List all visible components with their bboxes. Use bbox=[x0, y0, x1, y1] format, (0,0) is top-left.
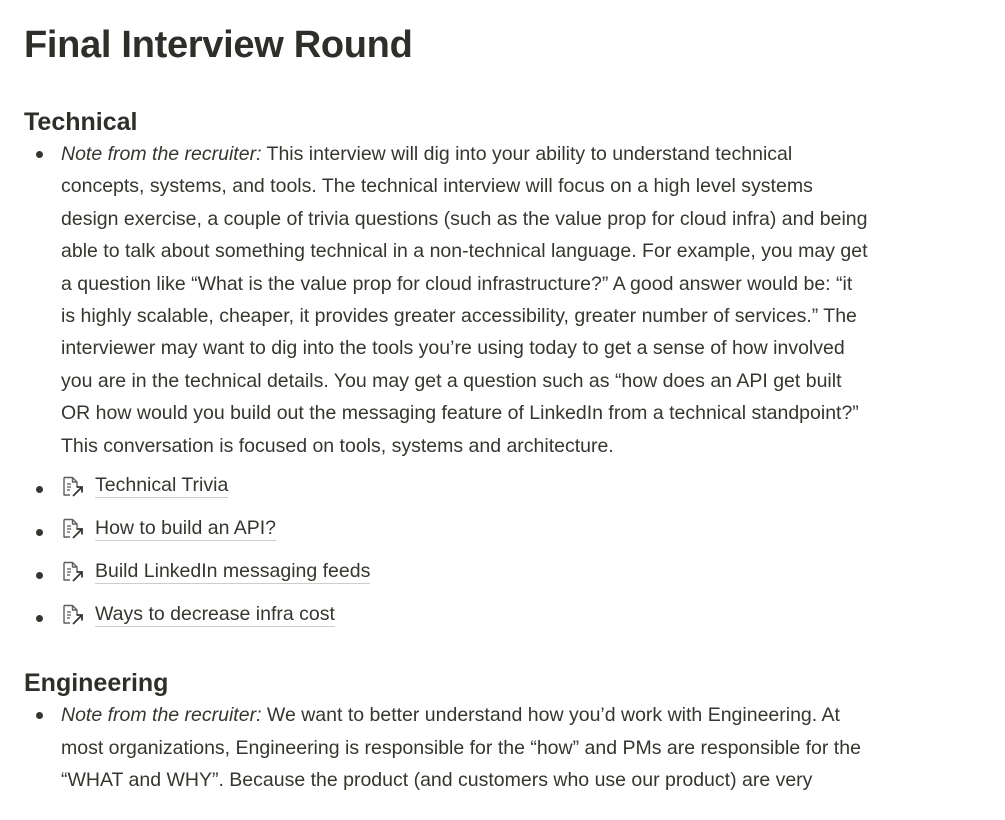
page-link-build-api[interactable] bbox=[61, 516, 276, 541]
note-label: Note from the recruiter: bbox=[61, 704, 262, 727]
page-link-icon bbox=[61, 604, 85, 626]
page-link-label: Build LinkedIn messaging feeds bbox=[95, 559, 371, 582]
page-link-label: Technical Trivia bbox=[95, 474, 229, 497]
page-link-icon bbox=[61, 561, 85, 583]
note-label: Note from the recruiter: bbox=[61, 143, 262, 165]
note-line: “WHAT and WHY”. Because the product (and customers who use our product) are very bbox=[61, 768, 813, 791]
link-item-technical-trivia bbox=[24, 473, 984, 505]
page-link-infra-cost[interactable] bbox=[61, 602, 335, 627]
note-paragraph bbox=[61, 143, 868, 457]
page-link-linkedin-messaging[interactable] bbox=[61, 559, 370, 584]
page-link-icon bbox=[61, 476, 85, 498]
note-line: This conversation is focused on tools, systems and architecture. bbox=[61, 434, 614, 457]
note-line: OR how would you build out the messaging feature of LinkedIn from a technical standpoint?” bbox=[61, 402, 859, 425]
link-item-linkedin-messaging bbox=[24, 559, 984, 591]
bullet-icon bbox=[36, 712, 43, 719]
note-line: you are in the technical details. You may get a question such as “how does an API get built bbox=[61, 369, 842, 392]
link-item-infra-cost bbox=[24, 602, 984, 634]
bullet-icon bbox=[36, 529, 43, 536]
engineering-list bbox=[24, 699, 984, 796]
technical-list bbox=[24, 138, 984, 634]
bullet-icon bbox=[36, 572, 43, 579]
note-line: a question like “What is the value prop for cloud infrastructure?” A good answer would be: “it bbox=[61, 272, 853, 295]
note-line: We want to better understand how you’d work with Engineering. At bbox=[261, 704, 840, 727]
bullet-icon bbox=[36, 486, 43, 493]
page-link-label: Ways to decrease infra cost bbox=[95, 602, 335, 625]
note-line: is highly scalable, cheaper, it provides greater accessibility, greater number of services.” The bbox=[61, 305, 857, 328]
engineering-recruiter-note bbox=[24, 699, 984, 796]
bullet-icon bbox=[36, 615, 43, 622]
note-line: able to talk about something technical in a non-technical language. For example, you may get bbox=[61, 240, 868, 263]
note-line: concepts, systems, and tools. The technical interview will focus on a high level systems bbox=[61, 175, 813, 198]
note-line: design exercise, a couple of trivia questions (such as the value prop for cloud infra) and being bbox=[61, 207, 868, 230]
technical-recruiter-note bbox=[24, 138, 984, 462]
bullet-icon bbox=[36, 151, 43, 158]
note-line: most organizations, Engineering is responsible for the “how” and PMs are responsible for the bbox=[61, 736, 861, 759]
note-line: interviewer may want to dig into the tools you’re using today to get a sense of how involved bbox=[61, 337, 845, 360]
engineering-heading: Engineering bbox=[24, 669, 169, 698]
link-item-build-api bbox=[24, 516, 984, 548]
note-paragraph bbox=[61, 704, 861, 791]
page-content bbox=[24, 0, 984, 796]
page-link-technical-trivia[interactable] bbox=[61, 473, 228, 498]
note-line: This interview will dig into your ability to understand technical bbox=[261, 143, 793, 165]
page-title: Final Interview Round bbox=[24, 24, 413, 66]
page-link-icon bbox=[61, 518, 85, 540]
technical-heading: Technical bbox=[24, 108, 138, 136]
page-link-label: How to build an API? bbox=[95, 516, 277, 539]
